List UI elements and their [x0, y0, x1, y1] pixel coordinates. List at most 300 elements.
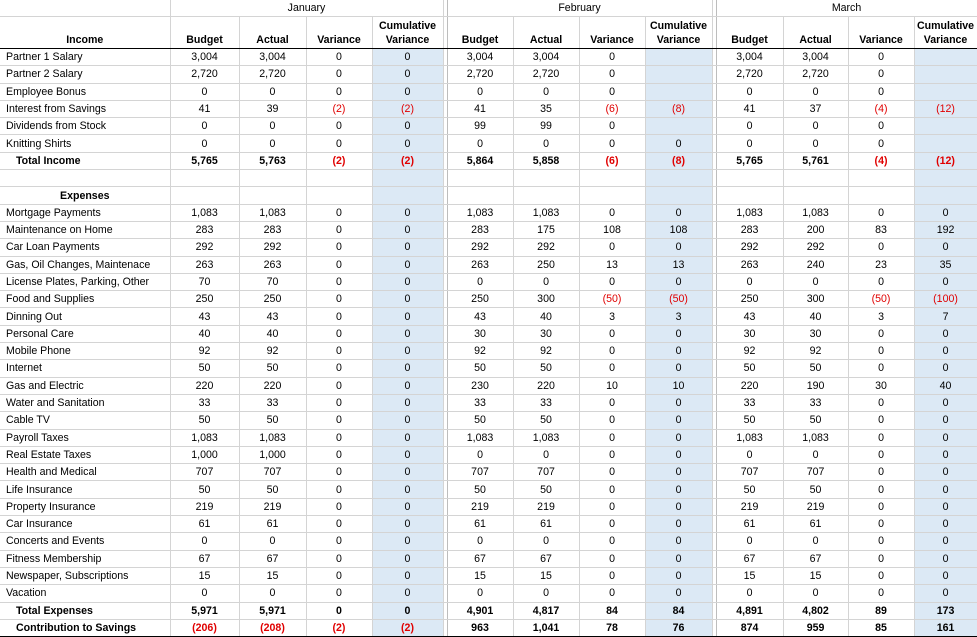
cell-budget[interactable]: 5,765 — [716, 152, 783, 169]
cell-variance[interactable]: 0 — [306, 204, 372, 221]
cell-cumulative-variance[interactable]: 0 — [914, 204, 977, 221]
cell-actual[interactable]: 0 — [783, 585, 848, 602]
cell-variance[interactable]: 0 — [306, 516, 372, 533]
cell-variance[interactable]: 0 — [579, 273, 645, 290]
cell-actual[interactable]: 50 — [239, 481, 306, 498]
cell-actual[interactable]: 220 — [239, 377, 306, 394]
cell-budget[interactable]: 0 — [447, 135, 513, 152]
cell-actual[interactable]: 0 — [783, 533, 848, 550]
row-label[interactable]: Car Loan Payments — [0, 239, 170, 256]
cell-actual[interactable]: 50 — [239, 360, 306, 377]
cell-cumulative-variance[interactable]: 40 — [914, 377, 977, 394]
cell-actual[interactable]: 40 — [513, 308, 579, 325]
cell-cumulative-variance[interactable]: 13 — [645, 256, 712, 273]
row-label[interactable]: Partner 2 Salary — [0, 66, 170, 83]
cell-actual[interactable]: 190 — [783, 377, 848, 394]
cell-actual[interactable]: 707 — [783, 464, 848, 481]
column-header-actual[interactable]: Actual — [783, 17, 848, 49]
corner-cell[interactable] — [0, 0, 170, 17]
column-header-cumulative-variance[interactable]: Cumulative Variance — [914, 17, 977, 49]
cell-actual[interactable]: 1,083 — [239, 204, 306, 221]
cell-budget[interactable]: 15 — [170, 567, 239, 584]
cell-variance[interactable]: 0 — [306, 343, 372, 360]
cell-variance[interactable]: 0 — [848, 360, 914, 377]
cell-budget[interactable]: 1,083 — [170, 429, 239, 446]
cell-variance[interactable]: 0 — [848, 550, 914, 567]
cell-variance[interactable]: 0 — [848, 481, 914, 498]
cell-budget[interactable]: 2,720 — [170, 66, 239, 83]
cell-cumulative-variance[interactable]: 0 — [914, 394, 977, 411]
cell-cumulative-variance[interactable]: 0 — [372, 221, 443, 238]
cell-actual[interactable]: 39 — [239, 100, 306, 117]
cell-cumulative-variance[interactable]: 0 — [645, 273, 712, 290]
cell-cumulative-variance[interactable]: 0 — [645, 360, 712, 377]
cell-actual[interactable]: 0 — [513, 446, 579, 463]
cell-variance[interactable]: 0 — [848, 394, 914, 411]
cell-cumulative-variance[interactable]: (2) — [372, 100, 443, 117]
cell-cumulative-variance[interactable]: 0 — [914, 516, 977, 533]
cell-variance[interactable]: 0 — [306, 446, 372, 463]
cell-budget[interactable]: 250 — [447, 291, 513, 308]
cell-actual[interactable]: 70 — [239, 273, 306, 290]
cell-actual[interactable]: 0 — [239, 118, 306, 135]
cell-variance[interactable]: 0 — [306, 481, 372, 498]
row-label[interactable]: Payroll Taxes — [0, 429, 170, 446]
cell-budget[interactable]: 5,765 — [170, 152, 239, 169]
cell-actual[interactable]: 67 — [783, 550, 848, 567]
cell-actual[interactable]: 1,083 — [513, 204, 579, 221]
cell-cumulative-variance[interactable] — [914, 49, 977, 66]
cell-cumulative-variance[interactable]: 0 — [372, 464, 443, 481]
cell-variance[interactable]: 0 — [306, 360, 372, 377]
cell-cumulative-variance[interactable] — [914, 83, 977, 100]
cell-variance[interactable]: 89 — [848, 602, 914, 619]
cell-actual[interactable]: 0 — [239, 533, 306, 550]
cell-actual[interactable]: 220 — [513, 377, 579, 394]
cell-cumulative-variance[interactable]: 0 — [645, 585, 712, 602]
month-header[interactable]: March — [716, 0, 977, 17]
row-label[interactable]: Fitness Membership — [0, 550, 170, 567]
cell-variance[interactable]: 0 — [306, 256, 372, 273]
empty-cell[interactable] — [783, 187, 848, 204]
cell-actual[interactable]: 175 — [513, 221, 579, 238]
cell-variance[interactable]: (4) — [848, 152, 914, 169]
column-header-budget[interactable]: Budget — [170, 17, 239, 49]
cell-variance[interactable]: (2) — [306, 152, 372, 169]
cell-variance[interactable]: 0 — [579, 360, 645, 377]
cell-actual[interactable]: 15 — [783, 567, 848, 584]
cell-actual[interactable]: 50 — [513, 412, 579, 429]
cell-variance[interactable]: 0 — [848, 118, 914, 135]
cell-budget[interactable]: 50 — [447, 360, 513, 377]
cell-cumulative-variance[interactable]: 0 — [372, 135, 443, 152]
empty-cell[interactable] — [914, 170, 977, 187]
cell-budget[interactable]: 2,720 — [716, 66, 783, 83]
cell-budget[interactable]: 40 — [170, 325, 239, 342]
cell-budget[interactable]: 70 — [170, 273, 239, 290]
row-label[interactable]: Total Income — [0, 152, 170, 169]
cell-budget[interactable]: 0 — [170, 83, 239, 100]
cell-actual[interactable]: 283 — [239, 221, 306, 238]
cell-variance[interactable]: 0 — [579, 498, 645, 515]
empty-cell[interactable] — [579, 187, 645, 204]
row-label[interactable]: Employee Bonus — [0, 83, 170, 100]
column-header-cumulative-variance[interactable]: Cumulative Variance — [645, 17, 712, 49]
cell-budget[interactable]: 0 — [447, 83, 513, 100]
cell-budget[interactable]: 15 — [447, 567, 513, 584]
cell-cumulative-variance[interactable]: 0 — [914, 550, 977, 567]
cell-cumulative-variance[interactable]: 0 — [372, 49, 443, 66]
cell-variance[interactable]: 0 — [306, 291, 372, 308]
row-label[interactable]: Dividends from Stock — [0, 118, 170, 135]
cell-actual[interactable]: 43 — [239, 308, 306, 325]
row-label[interactable]: Water and Sanitation — [0, 394, 170, 411]
cell-variance[interactable]: 0 — [848, 49, 914, 66]
cell-variance[interactable]: 0 — [848, 135, 914, 152]
cell-variance[interactable]: 0 — [579, 49, 645, 66]
cell-cumulative-variance[interactable]: 0 — [645, 446, 712, 463]
cell-cumulative-variance[interactable]: (8) — [645, 152, 712, 169]
cell-budget[interactable]: 33 — [447, 394, 513, 411]
cell-actual[interactable]: 0 — [239, 585, 306, 602]
cell-actual[interactable]: 67 — [513, 550, 579, 567]
cell-cumulative-variance[interactable]: (12) — [914, 152, 977, 169]
cell-actual[interactable]: 292 — [783, 239, 848, 256]
cell-cumulative-variance[interactable]: 0 — [914, 498, 977, 515]
cell-actual[interactable]: 61 — [239, 516, 306, 533]
cell-actual[interactable]: 4,817 — [513, 602, 579, 619]
cell-cumulative-variance[interactable]: 0 — [645, 394, 712, 411]
cell-budget[interactable]: 67 — [447, 550, 513, 567]
cell-variance[interactable]: 0 — [579, 325, 645, 342]
cell-budget[interactable]: 61 — [170, 516, 239, 533]
column-header-variance[interactable]: Variance — [306, 17, 372, 49]
cell-variance[interactable]: 0 — [848, 498, 914, 515]
row-label[interactable]: Property Insurance — [0, 498, 170, 515]
cell-actual[interactable]: 50 — [783, 412, 848, 429]
cell-actual[interactable]: 67 — [239, 550, 306, 567]
cell-actual[interactable]: 219 — [783, 498, 848, 515]
cell-cumulative-variance[interactable]: 0 — [372, 291, 443, 308]
row-label[interactable]: Interest from Savings — [0, 100, 170, 117]
cell-budget[interactable]: 3,004 — [716, 49, 783, 66]
cell-variance[interactable]: 0 — [306, 412, 372, 429]
cell-budget[interactable]: 874 — [716, 619, 783, 636]
cell-actual[interactable]: 92 — [513, 343, 579, 360]
cell-cumulative-variance[interactable]: 0 — [914, 273, 977, 290]
cell-actual[interactable]: 0 — [513, 273, 579, 290]
cell-variance[interactable]: 0 — [579, 394, 645, 411]
cell-cumulative-variance[interactable] — [645, 66, 712, 83]
empty-cell[interactable] — [372, 187, 443, 204]
cell-variance[interactable]: 0 — [579, 550, 645, 567]
cell-cumulative-variance[interactable] — [914, 66, 977, 83]
cell-cumulative-variance[interactable]: 173 — [914, 602, 977, 619]
cell-budget[interactable]: 43 — [447, 308, 513, 325]
cell-variance[interactable]: 0 — [848, 585, 914, 602]
cell-budget[interactable]: 219 — [447, 498, 513, 515]
cell-budget[interactable]: 219 — [716, 498, 783, 515]
cell-cumulative-variance[interactable]: 0 — [372, 533, 443, 550]
cell-variance[interactable]: 0 — [579, 567, 645, 584]
cell-variance[interactable]: 0 — [306, 325, 372, 342]
cell-budget[interactable]: 5,971 — [170, 602, 239, 619]
cell-cumulative-variance[interactable]: (2) — [372, 619, 443, 636]
cell-variance[interactable]: 0 — [848, 412, 914, 429]
cell-budget[interactable]: 1,083 — [447, 204, 513, 221]
cell-actual[interactable]: 1,083 — [513, 429, 579, 446]
cell-actual[interactable]: 15 — [513, 567, 579, 584]
cell-actual[interactable]: 0 — [783, 446, 848, 463]
cell-budget[interactable]: 0 — [716, 273, 783, 290]
cell-budget[interactable]: 33 — [170, 394, 239, 411]
cell-cumulative-variance[interactable]: 0 — [914, 481, 977, 498]
cell-variance[interactable]: 0 — [848, 533, 914, 550]
cell-budget[interactable]: 30 — [447, 325, 513, 342]
cell-variance[interactable]: 0 — [848, 567, 914, 584]
cell-actual[interactable]: 250 — [239, 291, 306, 308]
cell-variance[interactable]: 0 — [306, 273, 372, 290]
cell-cumulative-variance[interactable]: 0 — [372, 343, 443, 360]
cell-variance[interactable]: 0 — [306, 83, 372, 100]
cell-budget[interactable]: 0 — [447, 533, 513, 550]
cell-actual[interactable]: 40 — [239, 325, 306, 342]
cell-budget[interactable]: 707 — [447, 464, 513, 481]
column-header-actual[interactable]: Actual — [239, 17, 306, 49]
row-label[interactable]: Gas, Oil Changes, Maintenace — [0, 256, 170, 273]
cell-variance[interactable]: 0 — [306, 464, 372, 481]
cell-variance[interactable]: 0 — [306, 308, 372, 325]
cell-variance[interactable]: 78 — [579, 619, 645, 636]
cell-budget[interactable]: 5,864 — [447, 152, 513, 169]
cell-actual[interactable]: 33 — [239, 394, 306, 411]
row-label[interactable]: Health and Medical — [0, 464, 170, 481]
cell-variance[interactable]: 0 — [579, 66, 645, 83]
cell-variance[interactable]: 0 — [848, 429, 914, 446]
cell-variance[interactable]: 83 — [848, 221, 914, 238]
cell-variance[interactable]: 0 — [579, 464, 645, 481]
cell-budget[interactable]: 92 — [716, 343, 783, 360]
cell-budget[interactable]: 0 — [716, 83, 783, 100]
cell-variance[interactable]: 0 — [848, 343, 914, 360]
cell-budget[interactable]: 707 — [170, 464, 239, 481]
cell-variance[interactable]: 0 — [306, 567, 372, 584]
cell-variance[interactable]: 0 — [306, 394, 372, 411]
cell-variance[interactable]: 0 — [848, 204, 914, 221]
empty-cell[interactable] — [914, 187, 977, 204]
cell-cumulative-variance[interactable]: (50) — [645, 291, 712, 308]
cell-cumulative-variance[interactable]: 0 — [372, 602, 443, 619]
cell-cumulative-variance[interactable]: (2) — [372, 152, 443, 169]
cell-cumulative-variance[interactable]: 0 — [914, 412, 977, 429]
cell-budget[interactable]: 707 — [716, 464, 783, 481]
cell-actual[interactable]: 15 — [239, 567, 306, 584]
cell-cumulative-variance[interactable]: 0 — [645, 550, 712, 567]
cell-cumulative-variance[interactable]: 0 — [372, 585, 443, 602]
expenses-section-title[interactable]: Expenses — [0, 187, 170, 204]
cell-actual[interactable]: 300 — [513, 291, 579, 308]
cell-budget[interactable]: 30 — [716, 325, 783, 342]
cell-actual[interactable]: 2,720 — [239, 66, 306, 83]
row-label[interactable]: Real Estate Taxes — [0, 446, 170, 463]
cell-budget[interactable]: 50 — [716, 360, 783, 377]
cell-budget[interactable]: 2,720 — [447, 66, 513, 83]
cell-cumulative-variance[interactable] — [645, 118, 712, 135]
empty-cell[interactable] — [372, 170, 443, 187]
cell-variance[interactable]: 84 — [579, 602, 645, 619]
cell-actual[interactable]: 4,802 — [783, 602, 848, 619]
cell-actual[interactable]: 707 — [513, 464, 579, 481]
cell-budget[interactable]: 0 — [170, 585, 239, 602]
cell-cumulative-variance[interactable]: 0 — [645, 135, 712, 152]
cell-cumulative-variance[interactable]: 0 — [645, 343, 712, 360]
cell-cumulative-variance[interactable]: 84 — [645, 602, 712, 619]
row-label[interactable]: Newspaper, Subscriptions — [0, 567, 170, 584]
row-label[interactable]: Total Expenses — [0, 602, 170, 619]
cell-variance[interactable]: 0 — [848, 464, 914, 481]
row-label[interactable]: Car Insurance — [0, 516, 170, 533]
cell-cumulative-variance[interactable]: 0 — [372, 429, 443, 446]
empty-cell[interactable] — [239, 170, 306, 187]
cell-variance[interactable]: 0 — [848, 239, 914, 256]
cell-cumulative-variance[interactable]: 0 — [372, 567, 443, 584]
cell-cumulative-variance[interactable] — [645, 49, 712, 66]
cell-variance[interactable]: 0 — [579, 204, 645, 221]
column-header-actual[interactable]: Actual — [513, 17, 579, 49]
cell-variance[interactable]: (6) — [579, 152, 645, 169]
cell-cumulative-variance[interactable]: 0 — [645, 464, 712, 481]
cell-actual[interactable]: 0 — [513, 585, 579, 602]
cell-variance[interactable]: 23 — [848, 256, 914, 273]
cell-actual[interactable]: 0 — [513, 83, 579, 100]
cell-budget[interactable]: 0 — [716, 533, 783, 550]
cell-actual[interactable]: 5,763 — [239, 152, 306, 169]
cell-cumulative-variance[interactable]: 0 — [645, 516, 712, 533]
cell-actual[interactable]: 33 — [513, 394, 579, 411]
cell-cumulative-variance[interactable]: 0 — [914, 429, 977, 446]
cell-budget[interactable]: 220 — [716, 377, 783, 394]
cell-cumulative-variance[interactable]: 0 — [914, 567, 977, 584]
cell-cumulative-variance[interactable]: 0 — [914, 239, 977, 256]
cell-budget[interactable]: 43 — [716, 308, 783, 325]
cell-actual[interactable]: 1,041 — [513, 619, 579, 636]
cell-variance[interactable]: 0 — [306, 377, 372, 394]
cell-variance[interactable]: 0 — [579, 135, 645, 152]
cell-variance[interactable]: 0 — [306, 49, 372, 66]
cell-variance[interactable]: 0 — [579, 481, 645, 498]
cell-budget[interactable]: 50 — [447, 481, 513, 498]
empty-cell[interactable] — [447, 170, 513, 187]
cell-variance[interactable]: 0 — [848, 446, 914, 463]
cell-budget[interactable]: 67 — [716, 550, 783, 567]
row-label[interactable]: Food and Supplies — [0, 291, 170, 308]
cell-variance[interactable]: 0 — [579, 83, 645, 100]
cell-cumulative-variance[interactable]: 10 — [645, 377, 712, 394]
cell-actual[interactable]: 0 — [513, 533, 579, 550]
cell-actual[interactable]: 33 — [783, 394, 848, 411]
cell-budget[interactable]: 0 — [716, 585, 783, 602]
cell-budget[interactable]: 50 — [716, 412, 783, 429]
cell-budget[interactable]: 4,891 — [716, 602, 783, 619]
cell-cumulative-variance[interactable]: 0 — [372, 412, 443, 429]
cell-cumulative-variance[interactable]: 0 — [372, 83, 443, 100]
cell-budget[interactable]: 0 — [716, 118, 783, 135]
cell-variance[interactable]: 0 — [579, 343, 645, 360]
cell-actual[interactable]: 219 — [239, 498, 306, 515]
row-label[interactable]: Mortgage Payments — [0, 204, 170, 221]
column-header-cumulative-variance[interactable]: Cumulative Variance — [372, 17, 443, 49]
empty-cell[interactable] — [306, 170, 372, 187]
cell-actual[interactable]: 300 — [783, 291, 848, 308]
cell-variance[interactable]: 10 — [579, 377, 645, 394]
cell-budget[interactable]: 963 — [447, 619, 513, 636]
cell-cumulative-variance[interactable]: 0 — [372, 481, 443, 498]
row-label[interactable]: License Plates, Parking, Other — [0, 273, 170, 290]
cell-actual[interactable]: 0 — [783, 83, 848, 100]
cell-budget[interactable]: 3,004 — [170, 49, 239, 66]
cell-cumulative-variance[interactable]: 161 — [914, 619, 977, 636]
cell-actual[interactable]: 50 — [513, 481, 579, 498]
row-label[interactable]: Concerts and Events — [0, 533, 170, 550]
cell-actual[interactable]: 0 — [239, 135, 306, 152]
cell-cumulative-variance[interactable]: 7 — [914, 308, 977, 325]
cell-cumulative-variance[interactable]: 0 — [372, 118, 443, 135]
cell-variance[interactable]: 0 — [579, 239, 645, 256]
cell-budget[interactable]: 41 — [716, 100, 783, 117]
cell-cumulative-variance[interactable]: 0 — [914, 446, 977, 463]
cell-actual[interactable]: 61 — [783, 516, 848, 533]
cell-cumulative-variance[interactable]: (8) — [645, 100, 712, 117]
cell-variance[interactable]: 0 — [848, 325, 914, 342]
cell-budget[interactable]: 50 — [170, 412, 239, 429]
row-label[interactable]: Vacation — [0, 585, 170, 602]
cell-actual[interactable]: 0 — [239, 83, 306, 100]
cell-variance[interactable]: (50) — [848, 291, 914, 308]
cell-cumulative-variance[interactable]: 0 — [372, 394, 443, 411]
cell-variance[interactable]: 0 — [306, 221, 372, 238]
cell-cumulative-variance[interactable]: 0 — [372, 498, 443, 515]
column-header-budget[interactable]: Budget — [716, 17, 783, 49]
cell-actual[interactable]: 50 — [783, 481, 848, 498]
cell-budget[interactable]: 61 — [716, 516, 783, 533]
income-section-title[interactable]: Income — [0, 17, 170, 49]
cell-actual[interactable]: 250 — [513, 256, 579, 273]
month-header[interactable]: February — [447, 0, 712, 17]
cell-budget[interactable]: 0 — [447, 585, 513, 602]
cell-variance[interactable]: 0 — [306, 135, 372, 152]
cell-budget[interactable]: 41 — [170, 100, 239, 117]
row-label[interactable]: Contribution to Savings — [0, 619, 170, 636]
cell-actual[interactable]: 3,004 — [239, 49, 306, 66]
cell-variance[interactable]: 0 — [306, 498, 372, 515]
month-header[interactable]: January — [170, 0, 443, 17]
empty-cell[interactable] — [848, 187, 914, 204]
cell-budget[interactable]: 0 — [716, 446, 783, 463]
empty-cell[interactable] — [513, 187, 579, 204]
cell-actual[interactable]: 30 — [513, 325, 579, 342]
cell-cumulative-variance[interactable] — [914, 118, 977, 135]
cell-actual[interactable]: 263 — [239, 256, 306, 273]
cell-actual[interactable]: 219 — [513, 498, 579, 515]
cell-budget[interactable]: 50 — [447, 412, 513, 429]
cell-cumulative-variance[interactable]: 0 — [914, 464, 977, 481]
row-label[interactable]: Mobile Phone — [0, 343, 170, 360]
cell-cumulative-variance[interactable]: 108 — [645, 221, 712, 238]
cell-actual[interactable]: 1,000 — [239, 446, 306, 463]
empty-cell[interactable] — [513, 170, 579, 187]
cell-budget[interactable]: 92 — [170, 343, 239, 360]
cell-cumulative-variance[interactable]: 0 — [372, 273, 443, 290]
